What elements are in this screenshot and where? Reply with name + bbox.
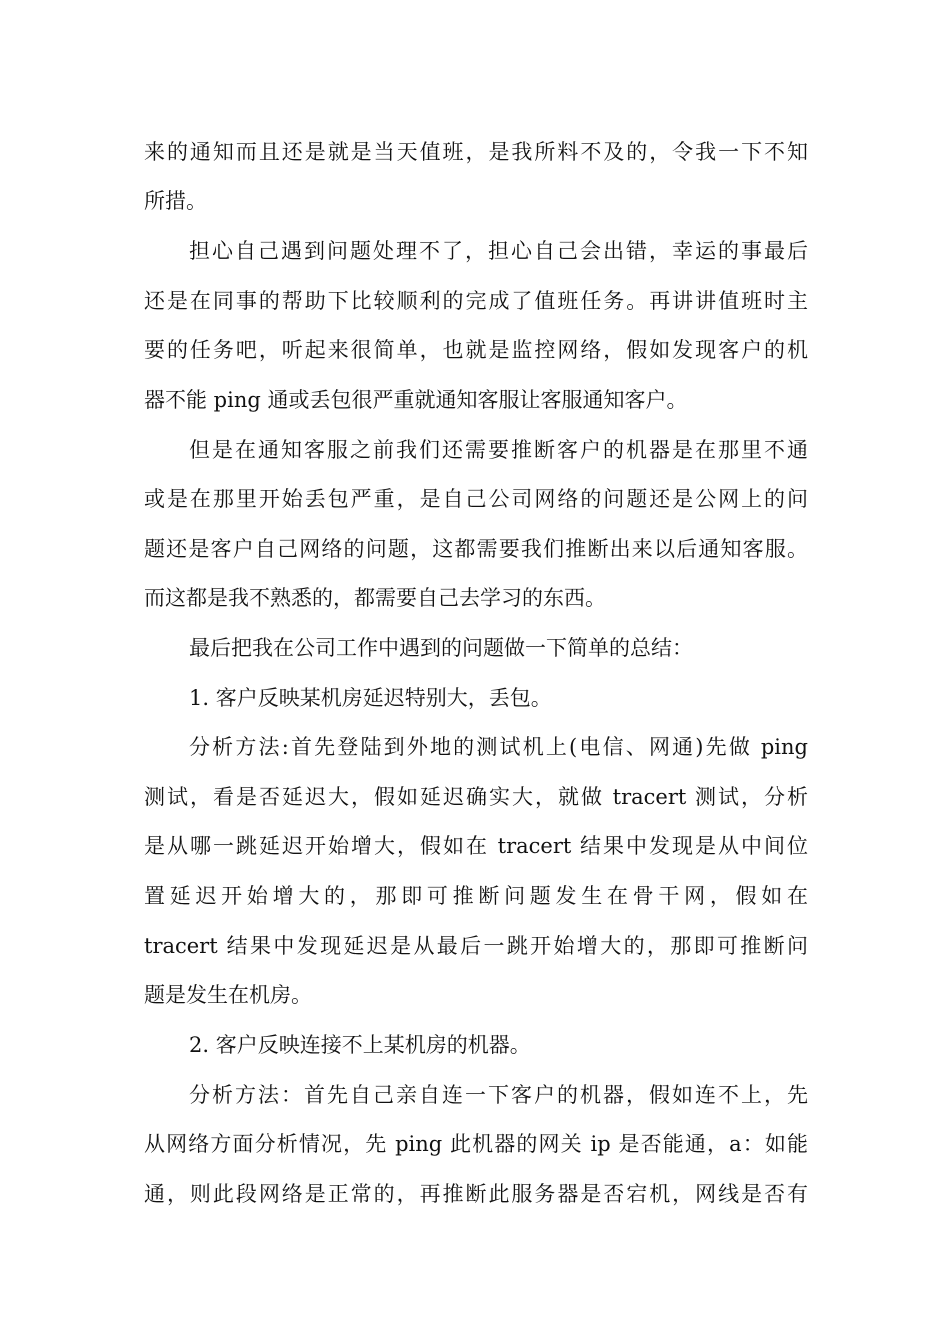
paragraph-line: 通，则此段网络是正常的，再推断此服务器是否宕机，网线是否有 [144,1182,808,1206]
summary-intro-line: 最后把我在公司工作中遇到的问题做一下简单的总结： [189,636,693,660]
paragraph-line: 要的任务吧，听起来很简单，也就是监控网络，假如发现客户的机 [144,338,808,362]
paragraph-line: 从网络方面分析情况，先 ping 此机器的网关 ip 是否能通，a：如能 [144,1132,808,1156]
paragraph-line: 来的通知而且还是就是当天值班，是我所料不及的，令我一下不知 [144,140,808,164]
paragraph-line: 还是在同事的帮助下比较顺利的完成了值班任务。再讲讲值班时主 [144,289,808,313]
paragraph-line: 而这都是我不熟悉的，都需要自己去学习的东西。 [144,586,606,610]
paragraph-line: 器不能 ping 通或丢包很严重就通知客服让客服通知客户。 [144,388,688,412]
paragraph-line: 分析方法：首先自己亲自连一下客户的机器，假如连不上，先 [189,1083,808,1107]
paragraph-line: 题还是客户自己网络的问题，这都需要我们推断出来以后通知客服。 [144,537,808,561]
paragraph-line: 题是发生在机房。 [144,983,312,1007]
paragraph-line: 或是在那里开始丢包严重，是自己公司网络的问题还是公网上的问 [144,487,808,511]
paragraph-line: 担心自己遇到问题处理不了，担心自己会出错，幸运的事最后 [189,239,808,263]
paragraph-line: 是从哪一跳延迟开始增大，假如在 tracert 结果中发现是从中间位 [144,834,808,858]
paragraph-line: 测试，看是否延迟大，假如延迟确实大，就做 tracert 测试，分析 [144,785,808,809]
numbered-item-2: 2. 客户反映连接不上某机房的机器。 [189,1033,531,1057]
numbered-item-1: 1. 客户反映某机房延迟特别大，丢包。 [189,686,552,710]
paragraph-line: 但是在通知客服之前我们还需要推断客户的机器是在那里不通 [189,438,808,462]
paragraph-line: 置延迟开始增大的，那即可推断问题发生在骨干网，假如在 [144,884,808,908]
paragraph-line: tracert 结果中发现延迟是从最后一跳开始增大的，那即可推断问 [144,934,808,958]
paragraph-line: 分析方法:首先登陆到外地的测试机上(电信、网通)先做 ping [189,735,808,759]
paragraph-line: 所措。 [144,189,207,213]
